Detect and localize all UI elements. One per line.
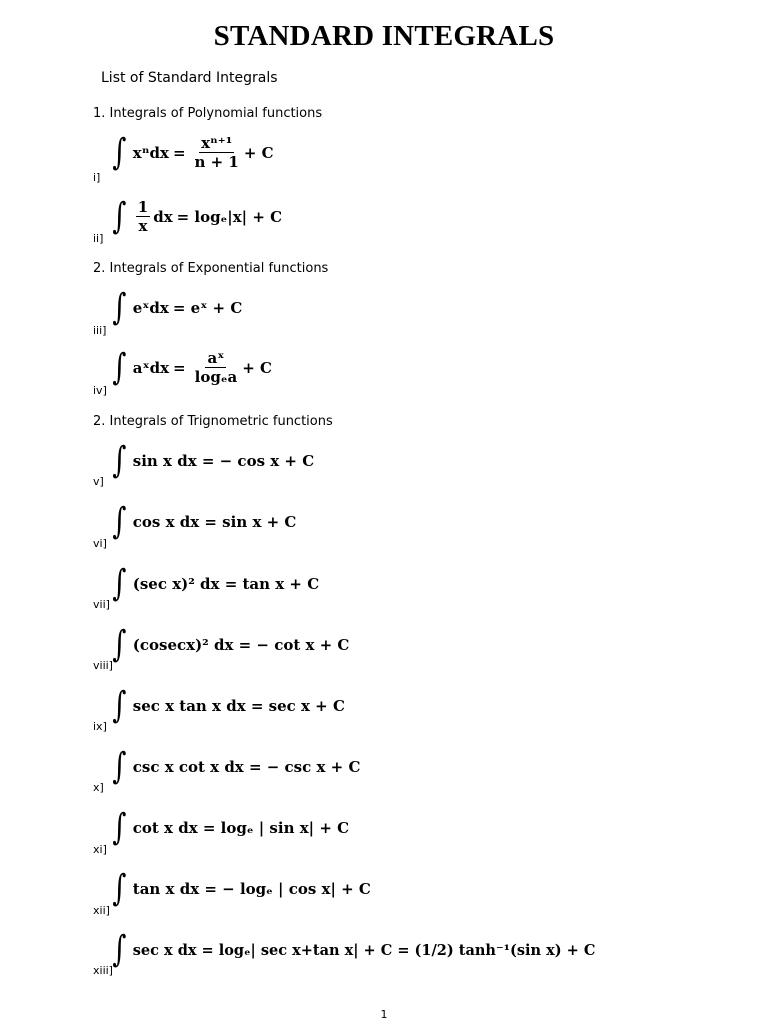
formula-expression: cot x dx = logₑ | sin x| + C xyxy=(132,819,350,837)
formula-row xyxy=(110,685,345,726)
fraction-numerator: xⁿ⁺¹ xyxy=(201,134,233,152)
formula-rhs: + C xyxy=(243,144,274,163)
fraction xyxy=(136,199,150,235)
page-number: 1 xyxy=(380,1008,388,1021)
formula-expression: sec x tan x dx = sec x + C xyxy=(132,697,345,715)
fraction-denominator: x xyxy=(138,217,148,236)
formula-row xyxy=(110,347,272,389)
subtitle: List of Standard Integrals xyxy=(101,70,278,86)
fraction-denominator: logₑa xyxy=(194,368,238,387)
formula-row xyxy=(110,287,243,328)
fraction-denominator: n + 1 xyxy=(194,153,239,172)
fraction xyxy=(193,135,241,171)
formula-number: i] xyxy=(93,171,101,184)
integral-sign-icon: ∫ xyxy=(112,196,127,238)
formula-number: iii] xyxy=(93,324,107,337)
formula-expression: sin x dx = − cos x + C xyxy=(132,452,315,470)
formula-expression: csc x cot x dx = − csc x + C xyxy=(132,758,361,776)
section-heading-exponential: 2. Integrals of Exponential functions xyxy=(93,261,329,276)
integral-sign-icon: ∫ xyxy=(112,563,127,604)
fraction-numerator: aˣ xyxy=(207,349,225,367)
integral-sign-icon: ∫ xyxy=(112,868,127,909)
integral-sign-icon: ∫ xyxy=(112,440,127,481)
formula-lhs: eˣdx xyxy=(132,299,169,317)
integral-sign-icon: ∫ xyxy=(112,624,127,665)
formula-expression: (cosecx)² dx = − cot x + C xyxy=(132,636,350,654)
formula-number: vi] xyxy=(93,537,107,550)
formula-expression: (sec x)² dx = tan x + C xyxy=(132,575,320,593)
formula-number: ix] xyxy=(93,720,107,733)
integral-sign-icon: ∫ xyxy=(112,347,127,389)
formula-number: ii] xyxy=(93,232,104,245)
formula-row xyxy=(110,196,283,238)
formula-row xyxy=(110,563,320,604)
formula-expression: cos x dx = sin x + C xyxy=(132,513,297,531)
formula-row xyxy=(110,746,361,787)
formula-number: viii] xyxy=(93,659,113,672)
formula-number: vii] xyxy=(93,598,110,611)
formula-row xyxy=(110,440,315,481)
integral-sign-icon: ∫ xyxy=(112,807,127,848)
section-heading-polynomial: 1. Integrals of Polynomial functions xyxy=(93,106,323,121)
formula-row xyxy=(110,501,297,542)
formula-expression: sec x dx = logₑ| sec x+tan x| + C = (1/2) tanh⁻¹(sin x) + C xyxy=(132,941,596,959)
formula-row xyxy=(110,624,350,665)
page-title: STANDARD INTEGRALS xyxy=(213,20,555,52)
fraction-numerator: 1 xyxy=(137,198,149,216)
equals-sign: = xyxy=(173,359,186,378)
integral-sign-icon: ∫ xyxy=(112,685,127,726)
formula-rhs: = logₑ|x| + C xyxy=(176,208,283,227)
formula-rhs: = eˣ + C xyxy=(172,299,243,317)
formula-number: xi] xyxy=(93,843,107,856)
formula-rhs: + C xyxy=(242,359,272,378)
formula-number: xii] xyxy=(93,904,110,917)
fraction xyxy=(193,350,240,386)
formula-row xyxy=(110,929,596,970)
integral-sign-icon: ∫ xyxy=(112,287,127,328)
formula-number: iv] xyxy=(93,384,107,397)
formula-row xyxy=(110,807,350,848)
formula-lhs: xⁿdx xyxy=(132,144,169,163)
section-heading-trigonometric: 2. Integrals of Trignometric functions xyxy=(93,414,333,429)
formula-lhs: dx xyxy=(153,208,173,227)
integral-sign-icon: ∫ xyxy=(112,132,127,174)
formula-number: x] xyxy=(93,781,104,794)
integral-sign-icon: ∫ xyxy=(112,746,127,787)
formula-row xyxy=(110,868,371,909)
integral-sign-icon: ∫ xyxy=(112,929,127,970)
equals-sign: = xyxy=(172,144,186,163)
formula-lhs: aˣdx xyxy=(132,359,170,378)
formula-number: v] xyxy=(93,475,104,488)
formula-number: xiii] xyxy=(93,964,113,977)
formula-row xyxy=(110,132,274,174)
formula-expression: tan x dx = − logₑ | cos x| + C xyxy=(132,880,371,898)
integral-sign-icon: ∫ xyxy=(112,501,127,542)
